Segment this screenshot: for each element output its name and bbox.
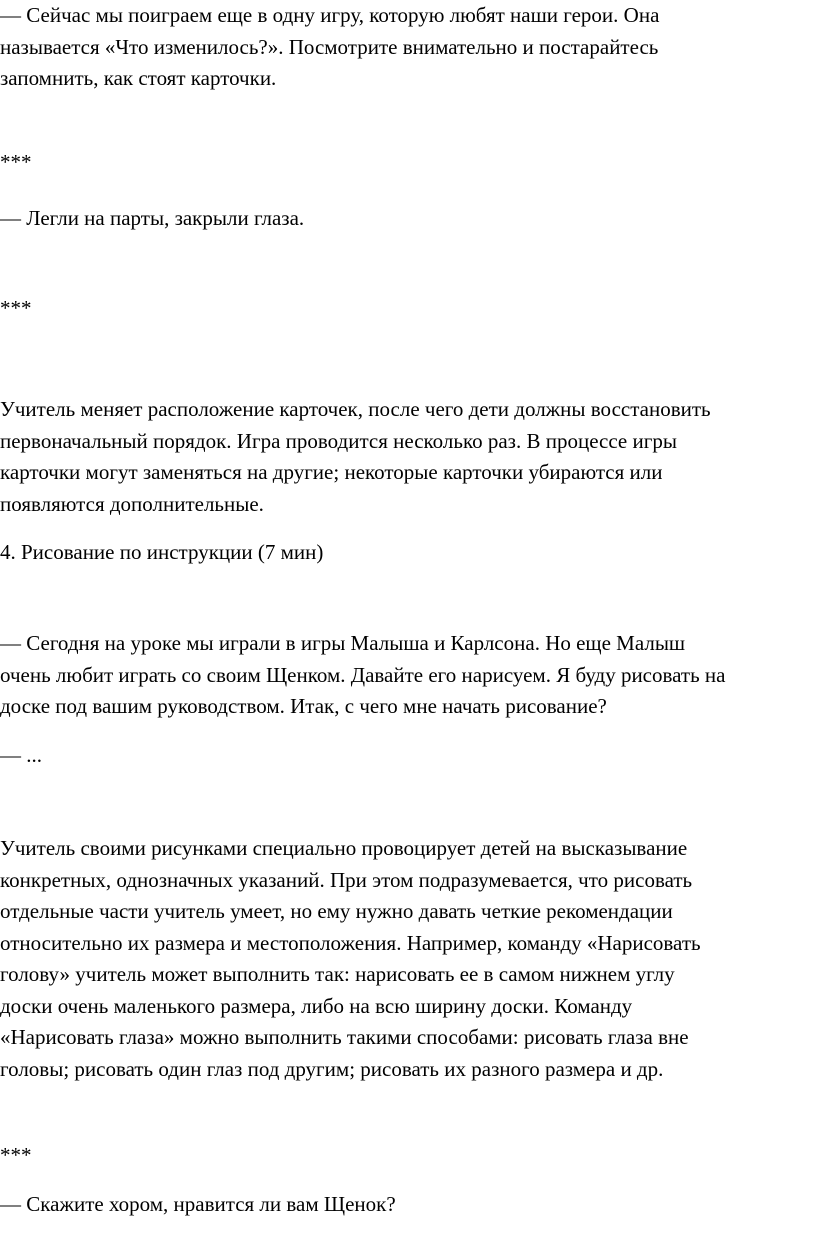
text-line: появляются дополнительные.: [0, 491, 264, 516]
text-line: первоначальный порядок. Игра проводится несколько раз. В процессе игры: [0, 428, 677, 453]
text-line: 4. Рисование по инструкции (7 мин): [0, 540, 324, 564]
text-line: — Скажите хором, нравится ли вам Щенок?: [0, 1192, 396, 1216]
text-line: Учитель меняет расположение карточек, после чего дети должны восстановить: [0, 397, 711, 421]
text-line: — Сейчас мы поиграем еще в одну игру, которую любят наши герои. Она: [0, 3, 660, 27]
text-line: — Легли на парты, закрыли глаза.: [0, 206, 305, 230]
text-line: очень любит играть со своим Щенком. Давайте его нарисуем. Я буду рисовать на: [0, 662, 726, 687]
text-line: — Сегодня на уроке мы играли в игры Малыша и Карлсона. Но еще Малыш: [0, 631, 686, 655]
section-heading-drawing: [0, 537, 816, 569]
text-line: Учитель своими рисунками специально провоцирует детей на высказывание: [0, 836, 688, 860]
text-line: запомнить, как стоят карточки.: [0, 66, 277, 90]
text-line: доске под вашим руководством. Итак, с чего мне начать рисование?: [0, 694, 607, 718]
paragraph-close-eyes: [0, 203, 816, 235]
text-line: доски очень маленького размера, либо на всю ширину доски. Команду: [0, 993, 633, 1018]
paragraph-intro-game: [0, 0, 816, 95]
separator-asterisks: [0, 293, 816, 325]
text-line: ***: [0, 150, 32, 174]
text-line: отдельные части учитель умеет, но ему нужно давать четкие рекомендации: [0, 899, 673, 923]
text-line: «Нарисовать глаза» можно выполнить такими способами: рисовать глаза вне: [0, 1025, 689, 1049]
paragraph-drawing-intro: [0, 628, 816, 723]
text-line: головы; рисовать один глаз под другим; рисовать их разного размера и др.: [0, 1056, 664, 1081]
text-line: ***: [0, 296, 32, 320]
paragraph-chorus-question: [0, 1189, 816, 1221]
text-line: относительно их размера и местоположения. Например, команду «Нарисовать: [0, 930, 701, 955]
paragraph-teacher-provokes: [0, 833, 816, 1085]
text-line: ***: [0, 1143, 32, 1167]
text-line: карточки могут заменяться на другие; некоторые карточки убираются или: [0, 460, 663, 484]
text-line: конкретных, однозначных указаний. При этом подразумевается, что рисовать: [0, 867, 693, 892]
separator-asterisks: [0, 1140, 816, 1172]
paragraph-teacher-changes: [0, 394, 816, 520]
text-line: голову» учитель может выполнить так: нарисовать ее в самом нижнем углу: [0, 962, 675, 986]
separator-asterisks: [0, 147, 816, 179]
paragraph-ellipsis-reply: [0, 740, 816, 772]
text-line: называется «Что изменилось?». Посмотрите внимательно и постарайтесь: [0, 34, 659, 59]
text-line: — ...: [0, 743, 42, 767]
